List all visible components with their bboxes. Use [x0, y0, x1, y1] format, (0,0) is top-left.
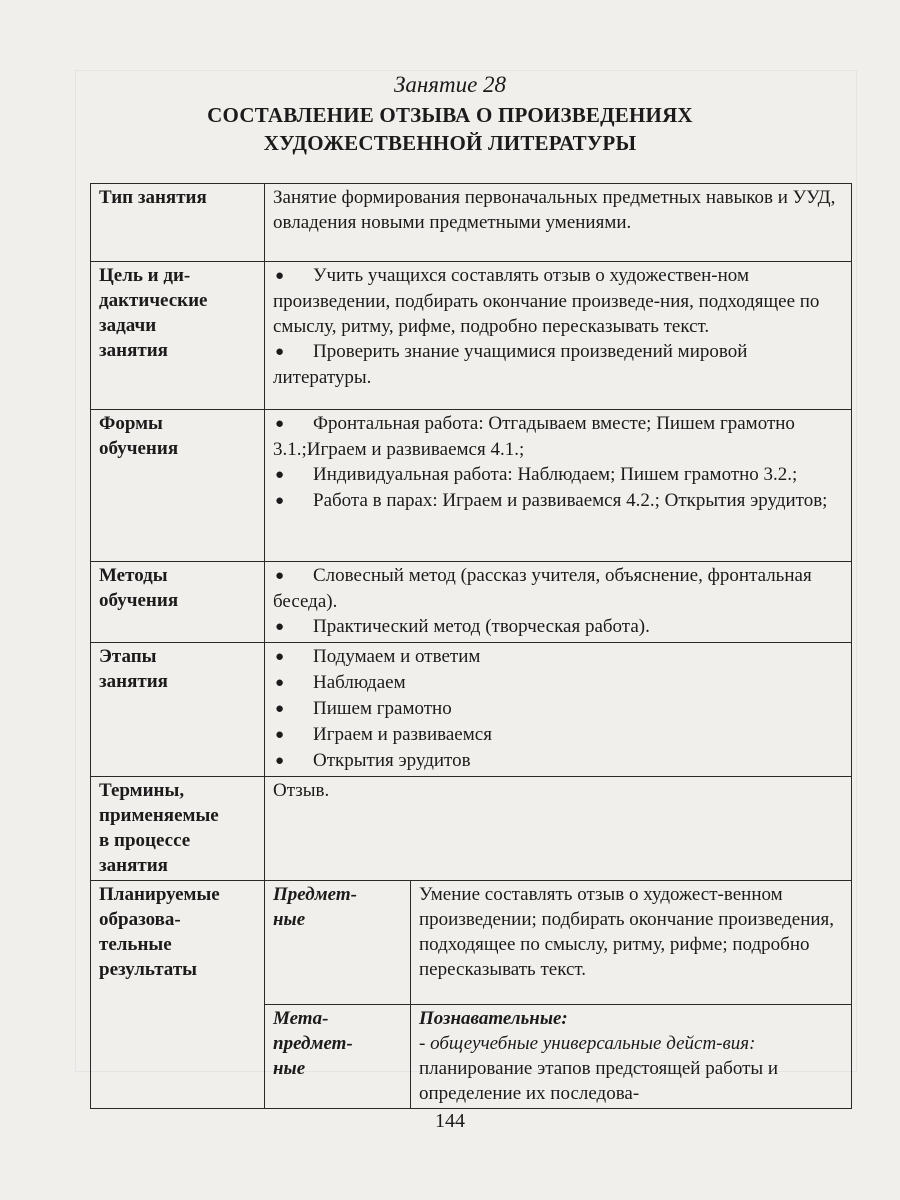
- list-item: ● Открытия эрудитов: [273, 748, 843, 774]
- title-line-2: ХУДОЖЕСТВЕННОЙ ЛИТЕРАТУРЫ: [263, 131, 637, 155]
- page-number: 144: [435, 1110, 465, 1132]
- subject-results-label: Предмет- ные: [265, 881, 411, 1005]
- row-content: [265, 410, 852, 562]
- bullet-icon: ●: [275, 467, 285, 483]
- row-content: Занятие формирования первоначальных предметных навыков и УУД, овладения новыми предметными умениями.: [265, 184, 852, 262]
- list-item: ● Пишем грамотно: [273, 696, 843, 722]
- bullet-icon: ●: [275, 701, 285, 717]
- subject-results-text: Умение составлять отзыв о художест-венном произведении; подбирать окончание произведения, подходящее по смыслу, ритму, рифме; подробно пересказывать текст.: [411, 881, 852, 1005]
- row-label: Формы обучения: [91, 410, 265, 562]
- row-content: [265, 643, 852, 777]
- meta-results-text: [411, 1005, 852, 1109]
- list-item: ● Учить учащихся составлять отзыв о художествен-ном произведении, подбирать окончание произведе-ния, подходящее по смыслу, ритму, рифме, подробно пересказывать текст.: [273, 265, 820, 337]
- bullet-icon: ●: [275, 344, 285, 360]
- bullet-icon: ●: [275, 568, 285, 584]
- list-item: ● Проверить знание учащимися произведений мировой литературы.: [273, 341, 748, 388]
- bullet-icon: ●: [275, 619, 285, 635]
- list-item: ● Работа в парах: Играем и развиваемся 4.2.; Открытия эрудитов;: [273, 488, 843, 514]
- meta-body: - общеучебные универсальные дейст-вия: планирование этапов предстоящей работы и определение их последова-: [419, 1033, 779, 1104]
- lesson-number: Занятие 28: [393, 72, 507, 97]
- row-label: Методы обучения: [91, 562, 265, 643]
- list-item: ● Играем и развиваемся: [273, 722, 843, 748]
- bullet-icon: ●: [275, 493, 285, 509]
- bullet-icon: ●: [275, 753, 285, 769]
- meta-results-label: Мета- предмет- ные: [265, 1005, 411, 1109]
- row-label: Цель и ди- дактические задачи занятия: [91, 262, 265, 410]
- row-content: Отзыв.: [265, 777, 852, 881]
- row-stages: [91, 643, 852, 777]
- row-lesson-type: [91, 184, 852, 262]
- row-content: [265, 262, 852, 410]
- bullet-icon: ●: [275, 649, 285, 665]
- list-item: ● Подумаем и ответим: [273, 644, 843, 670]
- row-terms: [91, 777, 852, 881]
- bullet-icon: ●: [275, 416, 285, 432]
- row-forms: [91, 410, 852, 562]
- list-item: ● Наблюдаем: [273, 670, 843, 696]
- page-title: [0, 101, 900, 157]
- row-label: Термины, применяемые в процессе занятия: [91, 777, 265, 881]
- list-item: ● Словесный метод (рассказ учителя, объяснение, фронтальная беседа).: [273, 565, 812, 612]
- bullet-icon: ●: [275, 268, 285, 284]
- row-results-subject: [91, 881, 852, 1005]
- bullet-icon: ●: [275, 675, 285, 691]
- list-item: ● Индивидуальная работа: Наблюдаем; Пишем грамотно 3.2.;: [273, 462, 843, 488]
- row-label: Тип занятия: [91, 184, 265, 262]
- lesson-plan-table: [90, 183, 852, 1109]
- list-item: ● Фронтальная работа: Отгадываем вместе; Пишем грамотно 3.1.;Играем и развиваемся 4.1.;: [273, 413, 795, 460]
- title-line-1: СОСТАВЛЕНИЕ ОТЗЫВА О ПРОИЗВЕДЕНИЯХ: [207, 103, 693, 127]
- meta-heading: Познавательные:: [419, 1008, 568, 1029]
- row-methods: [91, 562, 852, 643]
- row-label: Этапы занятия: [91, 643, 265, 777]
- list-item: ● Практический метод (творческая работа).: [273, 614, 843, 640]
- row-content: [265, 562, 852, 643]
- row-label: Планируемые образова- тельные результаты: [91, 881, 265, 1109]
- bullet-icon: ●: [275, 727, 285, 743]
- row-goals: [91, 262, 852, 410]
